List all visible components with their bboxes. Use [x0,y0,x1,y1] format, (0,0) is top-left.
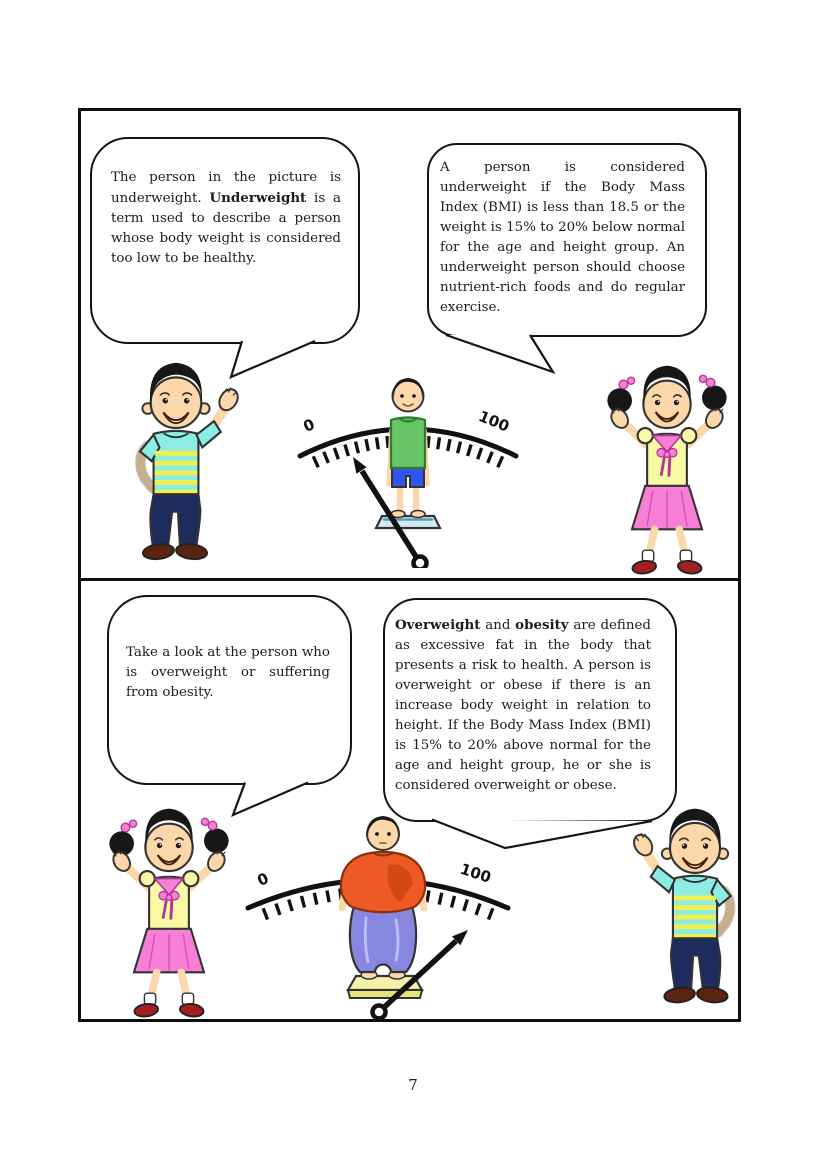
heavy-child-eye [387,832,391,836]
page-number: 7 [408,1076,418,1094]
thin-child-eye [412,394,416,398]
waving-girl-figure [596,353,738,576]
thin-child-shirt [391,418,425,469]
thin-child-eye [400,394,404,398]
thin-child-right-foot [411,511,425,518]
bold-term-underweight: Underweight [209,190,307,206]
dial-min-label: 0 [300,415,318,436]
heavy-child-eye [375,832,379,836]
panel-divider [78,578,741,581]
dial-min-label: 0 [254,869,272,890]
bubble-text [111,168,341,269]
speech-bubble-overweight-intro [107,595,352,785]
text-segment: Take a look at the person who is overweight or suffering from obesity. [126,645,330,700]
speech-bubble-tail [438,333,563,375]
bubble-text [126,643,330,703]
waving-boy-figure-mirrored [622,798,768,1019]
underweight-scale-dial [288,368,528,568]
weighing-scale-platform [376,516,440,528]
thin-child-shorts [392,467,424,487]
bold-term-overweight: Overweight [395,617,481,633]
bubble-text [440,158,685,318]
needle-pivot [373,1006,386,1019]
speech-bubble-underweight-intro [90,137,360,344]
text-segment: are defined as excessive fat in the body that presents a risk to health. A person is overweight or obese if there is an increase body weight in relation to height. If the Body Mass Index (BMI) is 15% to 20% above normal for the age and height group, he or she is considered overweight or obese. [395,618,651,793]
needle-pivot [414,557,427,569]
text-segment: and [480,618,516,633]
weighing-scale-platform-side [348,990,422,998]
text-segment: is a term used to describe a person whose body weight is considered too low to be healthy. [111,191,342,266]
waving-girl-figure [98,796,240,1019]
overweight-child-figure [341,816,425,998]
dial-max-label: 100 [457,859,494,887]
bubble-text [395,615,651,796]
text-segment: A person is considered underweight if the Body Mass Index (BMI) is less than 18.5 or the weight is 15% to 20% below normal for the age and height group. An underweight person should choose nutrient-rich foods and do regular exercise. [440,160,685,315]
text-segment: The person in the picture is underweight. [111,170,341,206]
speech-bubble-underweight-definition [427,143,707,337]
waving-boy-figure [103,352,249,576]
speech-bubble-obesity-definition [383,598,677,822]
dial-max-label: 100 [475,407,512,436]
bold-term-obesity: obesity [515,617,569,633]
heavy-child-pants [350,906,416,972]
